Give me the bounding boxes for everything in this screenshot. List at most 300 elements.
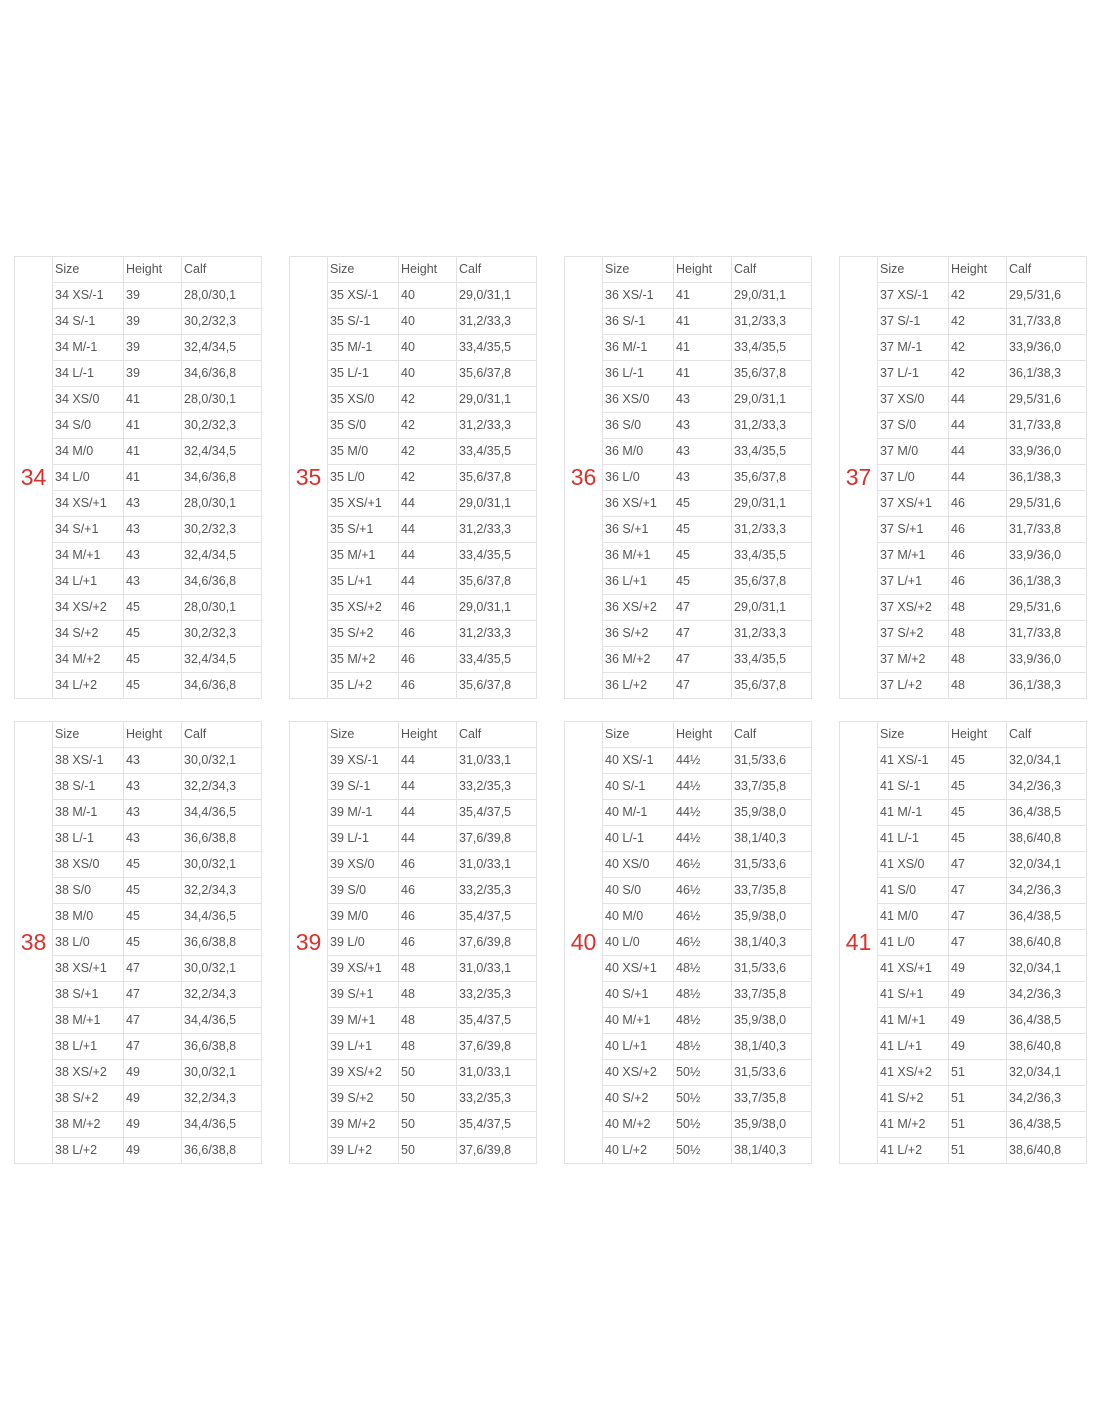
table-row [565,956,812,982]
calf-cell: 36,1/38,3 [1007,569,1087,595]
calf-cell: 31,7/33,8 [1007,413,1087,439]
size-cell: 37 S/+2 [878,621,949,647]
table-row [15,930,262,956]
calf-cell: 28,0/30,1 [182,283,262,309]
height-cell: 45 [124,852,182,878]
table-row [290,1008,537,1034]
group-label: 38 [15,722,53,1164]
height-cell: 40 [399,309,457,335]
table-row [290,335,537,361]
calf-cell: 37,6/39,8 [457,1034,537,1060]
group-label: 37 [840,257,878,699]
table-row [565,1086,812,1112]
table-row [15,878,262,904]
calf-cell: 31,0/33,1 [457,748,537,774]
table-row [15,647,262,673]
table-row [565,904,812,930]
height-cell: 41 [124,439,182,465]
size-cell: 34 L/+1 [53,569,124,595]
size-cell: 35 L/0 [328,465,399,491]
calf-cell: 34,2/36,3 [1007,1086,1087,1112]
calf-cell: 29,0/31,1 [457,283,537,309]
calf-cell: 29,0/31,1 [732,491,812,517]
height-cell: 43 [674,439,732,465]
header-calf: Calf [182,722,262,748]
table-row [565,517,812,543]
height-cell: 51 [949,1138,1007,1164]
height-cell: 50½ [674,1138,732,1164]
height-cell: 45 [124,621,182,647]
size-cell: 39 L/-1 [328,826,399,852]
height-cell: 46 [399,930,457,956]
table-row [290,595,537,621]
size-table-41 [839,721,1087,1164]
size-cell: 36 L/+1 [603,569,674,595]
calf-cell: 35,6/37,8 [732,465,812,491]
size-cell: 37 L/-1 [878,361,949,387]
table-row [840,1008,1087,1034]
header-calf: Calf [457,257,537,283]
table-row [840,1112,1087,1138]
height-cell: 42 [949,335,1007,361]
calf-cell: 30,2/32,3 [182,621,262,647]
calf-cell: 30,2/32,3 [182,413,262,439]
size-cell: 38 L/-1 [53,826,124,852]
height-cell: 44 [399,774,457,800]
calf-cell: 31,0/33,1 [457,1060,537,1086]
table-row [290,1138,537,1164]
size-cell: 36 L/0 [603,465,674,491]
size-cell: 39 L/0 [328,930,399,956]
size-cell: 40 M/+1 [603,1008,674,1034]
size-cell: 40 M/-1 [603,800,674,826]
height-cell: 50 [399,1112,457,1138]
calf-cell: 34,2/36,3 [1007,774,1087,800]
calf-cell: 35,6/37,8 [732,361,812,387]
calf-cell: 29,0/31,1 [732,387,812,413]
size-cell: 37 M/-1 [878,335,949,361]
table-row [15,1060,262,1086]
header-row [840,257,1087,283]
calf-cell: 29,0/31,1 [457,491,537,517]
table-row [565,569,812,595]
height-cell: 47 [949,904,1007,930]
header-calf: Calf [1007,257,1087,283]
table-row [290,387,537,413]
calf-cell: 35,9/38,0 [732,1112,812,1138]
size-cell: 37 M/+1 [878,543,949,569]
size-cell: 38 M/0 [53,904,124,930]
size-cell: 41 XS/+1 [878,956,949,982]
size-cell: 34 L/+2 [53,673,124,699]
calf-cell: 31,7/33,8 [1007,621,1087,647]
calf-cell: 31,2/33,3 [732,413,812,439]
table-row [15,283,262,309]
height-cell: 45 [124,904,182,930]
height-cell: 49 [124,1060,182,1086]
calf-cell: 37,6/39,8 [457,930,537,956]
calf-cell: 31,2/33,3 [457,413,537,439]
table-row [290,439,537,465]
size-cell: 35 S/+1 [328,517,399,543]
calf-cell: 32,0/34,1 [1007,956,1087,982]
table-row [565,465,812,491]
calf-cell: 37,6/39,8 [457,826,537,852]
height-cell: 43 [124,748,182,774]
calf-cell: 35,4/37,5 [457,1112,537,1138]
size-cell: 34 XS/0 [53,387,124,413]
table-row [290,852,537,878]
size-cell: 35 S/0 [328,413,399,439]
size-cell: 40 S/+1 [603,982,674,1008]
size-cell: 39 M/+1 [328,1008,399,1034]
table-row [290,826,537,852]
size-cell: 37 L/+2 [878,673,949,699]
height-cell: 45 [124,930,182,956]
calf-cell: 30,0/32,1 [182,1060,262,1086]
size-cell: 37 M/0 [878,439,949,465]
height-cell: 46 [399,621,457,647]
height-cell: 45 [674,517,732,543]
size-cell: 36 L/-1 [603,361,674,387]
height-cell: 44 [399,543,457,569]
height-cell: 45 [949,748,1007,774]
height-cell: 42 [399,439,457,465]
height-cell: 45 [124,878,182,904]
height-cell: 45 [949,774,1007,800]
height-cell: 48 [399,1008,457,1034]
header-height: Height [674,257,732,283]
height-cell: 48 [949,621,1007,647]
height-cell: 49 [124,1112,182,1138]
calf-cell: 32,4/34,5 [182,647,262,673]
header-height: Height [124,257,182,283]
size-cell: 35 S/-1 [328,309,399,335]
calf-cell: 31,5/33,6 [732,748,812,774]
size-table-38 [14,721,262,1164]
calf-cell: 34,6/36,8 [182,465,262,491]
table-row [840,1034,1087,1060]
height-cell: 45 [124,673,182,699]
calf-cell: 35,4/37,5 [457,1008,537,1034]
size-cell: 36 M/+1 [603,543,674,569]
size-cell: 35 L/+1 [328,569,399,595]
calf-cell: 34,4/36,5 [182,1008,262,1034]
height-cell: 44 [949,387,1007,413]
calf-cell: 32,4/34,5 [182,335,262,361]
calf-cell: 33,2/35,3 [457,774,537,800]
size-cell: 40 L/+2 [603,1138,674,1164]
size-cell: 41 XS/-1 [878,748,949,774]
height-cell: 44 [949,413,1007,439]
size-cell: 39 M/+2 [328,1112,399,1138]
height-cell: 49 [124,1138,182,1164]
table-row [840,569,1087,595]
height-cell: 42 [949,309,1007,335]
size-cell: 41 XS/0 [878,852,949,878]
size-cell: 40 L/-1 [603,826,674,852]
calf-cell: 34,2/36,3 [1007,878,1087,904]
table-row [840,335,1087,361]
height-cell: 48 [949,647,1007,673]
table-row [565,413,812,439]
height-cell: 46½ [674,878,732,904]
size-cell: 38 L/+2 [53,1138,124,1164]
size-cell: 41 M/+2 [878,1112,949,1138]
size-table-36 [564,256,812,699]
size-cell: 41 L/+2 [878,1138,949,1164]
table-row [15,543,262,569]
height-cell: 50 [399,1086,457,1112]
size-table-35 [289,256,537,699]
height-cell: 44½ [674,748,732,774]
table-row [840,361,1087,387]
size-cell: 38 S/+1 [53,982,124,1008]
table-row [565,491,812,517]
calf-cell: 33,4/35,5 [457,335,537,361]
size-cell: 40 S/0 [603,878,674,904]
calf-cell: 30,0/32,1 [182,852,262,878]
table-row [15,621,262,647]
height-cell: 49 [949,1008,1007,1034]
height-cell: 45 [949,800,1007,826]
height-cell: 46 [949,491,1007,517]
header-calf: Calf [1007,722,1087,748]
height-cell: 47 [674,647,732,673]
size-cell: 39 M/-1 [328,800,399,826]
table-row [565,1060,812,1086]
size-cell: 34 S/-1 [53,309,124,335]
size-cell: 38 M/+2 [53,1112,124,1138]
calf-cell: 31,7/33,8 [1007,517,1087,543]
header-height: Height [949,722,1007,748]
size-cell: 37 XS/+2 [878,595,949,621]
calf-cell: 32,2/34,3 [182,982,262,1008]
height-cell: 50½ [674,1112,732,1138]
height-cell: 48½ [674,1034,732,1060]
table-row [15,335,262,361]
group-label: 39 [290,722,328,1164]
table-row [15,361,262,387]
calf-cell: 34,6/36,8 [182,361,262,387]
height-cell: 45 [674,569,732,595]
height-cell: 46½ [674,930,732,956]
table-row [565,387,812,413]
size-cell: 37 L/0 [878,465,949,491]
size-cell: 39 XS/+2 [328,1060,399,1086]
height-cell: 49 [949,1034,1007,1060]
size-cell: 35 XS/+2 [328,595,399,621]
height-cell: 42 [399,465,457,491]
calf-cell: 35,6/37,8 [732,569,812,595]
calf-cell: 35,6/37,8 [457,361,537,387]
size-cell: 35 L/+2 [328,673,399,699]
size-cell: 38 S/+2 [53,1086,124,1112]
header-row [290,722,537,748]
size-table-39 [289,721,537,1164]
table-row [840,673,1087,699]
table-row [840,491,1087,517]
table-row [565,1112,812,1138]
height-cell: 46 [949,569,1007,595]
height-cell: 44 [399,517,457,543]
size-cell: 34 XS/+1 [53,491,124,517]
height-cell: 44 [949,465,1007,491]
header-calf: Calf [732,257,812,283]
height-cell: 46 [949,517,1007,543]
header-row [565,257,812,283]
size-table-40 [564,721,812,1164]
table-row [565,852,812,878]
height-cell: 40 [399,361,457,387]
table-row [15,465,262,491]
calf-cell: 36,6/38,8 [182,930,262,956]
height-cell: 41 [674,335,732,361]
size-cell: 40 L/0 [603,930,674,956]
table-row [565,1034,812,1060]
table-row [15,1112,262,1138]
height-cell: 51 [949,1086,1007,1112]
table-row [290,569,537,595]
size-cell: 37 S/-1 [878,309,949,335]
header-row [15,257,262,283]
table-row [290,904,537,930]
table-row [840,878,1087,904]
calf-cell: 31,5/33,6 [732,956,812,982]
table-row [840,904,1087,930]
height-cell: 46 [399,904,457,930]
height-cell: 43 [124,774,182,800]
calf-cell: 33,4/35,5 [457,543,537,569]
table-row [290,673,537,699]
table-row [15,569,262,595]
header-height: Height [674,722,732,748]
height-cell: 43 [674,387,732,413]
calf-cell: 31,2/33,3 [457,621,537,647]
height-cell: 43 [674,413,732,439]
size-cell: 39 S/+2 [328,1086,399,1112]
height-cell: 48½ [674,982,732,1008]
height-cell: 41 [124,465,182,491]
height-cell: 46 [399,878,457,904]
size-cell: 41 XS/+2 [878,1060,949,1086]
height-cell: 49 [949,982,1007,1008]
size-cell: 39 L/+1 [328,1034,399,1060]
calf-cell: 35,6/37,8 [457,673,537,699]
size-cell: 39 M/0 [328,904,399,930]
calf-cell: 38,6/40,8 [1007,1034,1087,1060]
calf-cell: 36,6/38,8 [182,826,262,852]
height-cell: 50 [399,1060,457,1086]
height-cell: 43 [124,569,182,595]
calf-cell: 35,4/37,5 [457,904,537,930]
table-row [565,800,812,826]
calf-cell: 33,4/35,5 [732,647,812,673]
table-row [565,335,812,361]
calf-cell: 34,4/36,5 [182,800,262,826]
height-cell: 43 [124,491,182,517]
height-cell: 43 [124,800,182,826]
size-cell: 38 M/+1 [53,1008,124,1034]
table-row [290,1112,537,1138]
group-label: 36 [565,257,603,699]
height-cell: 47 [949,878,1007,904]
height-cell: 44½ [674,800,732,826]
table-row [15,673,262,699]
size-cell: 36 XS/+1 [603,491,674,517]
table-row [290,283,537,309]
calf-cell: 31,0/33,1 [457,852,537,878]
size-cell: 40 S/+2 [603,1086,674,1112]
height-cell: 40 [399,335,457,361]
table-row [565,826,812,852]
table-row [290,930,537,956]
calf-cell: 36,4/38,5 [1007,1008,1087,1034]
table-row [15,852,262,878]
size-cell: 41 S/+1 [878,982,949,1008]
table-row [15,413,262,439]
header-row [15,722,262,748]
height-cell: 46 [399,595,457,621]
calf-cell: 33,4/35,5 [457,647,537,673]
height-cell: 50½ [674,1060,732,1086]
calf-cell: 35,6/37,8 [457,569,537,595]
table-row [290,413,537,439]
table-row [290,1034,537,1060]
table-row [840,852,1087,878]
calf-cell: 33,7/35,8 [732,878,812,904]
height-cell: 46½ [674,904,732,930]
calf-cell: 38,6/40,8 [1007,826,1087,852]
height-cell: 40 [399,283,457,309]
height-cell: 45 [124,595,182,621]
size-cell: 39 L/+2 [328,1138,399,1164]
calf-cell: 33,2/35,3 [457,982,537,1008]
height-cell: 48 [399,982,457,1008]
calf-cell: 30,0/32,1 [182,748,262,774]
height-cell: 45 [674,491,732,517]
table-row [290,361,537,387]
header-row [565,722,812,748]
calf-cell: 28,0/30,1 [182,491,262,517]
table-row [15,956,262,982]
calf-cell: 30,2/32,3 [182,517,262,543]
table-row [15,309,262,335]
size-cell: 39 S/+1 [328,982,399,1008]
calf-cell: 29,5/31,6 [1007,595,1087,621]
calf-cell: 38,1/40,3 [732,1034,812,1060]
height-cell: 44 [399,826,457,852]
calf-cell: 37,6/39,8 [457,1138,537,1164]
calf-cell: 32,4/34,5 [182,439,262,465]
size-cell: 34 M/+1 [53,543,124,569]
table-row [840,517,1087,543]
calf-cell: 33,4/35,5 [732,439,812,465]
table-row [15,748,262,774]
size-cell: 35 M/+1 [328,543,399,569]
table-row [565,1008,812,1034]
height-cell: 41 [674,361,732,387]
calf-cell: 35,6/37,8 [457,465,537,491]
calf-cell: 38,6/40,8 [1007,1138,1087,1164]
size-cell: 34 M/-1 [53,335,124,361]
table-row [840,774,1087,800]
table-row [290,748,537,774]
header-height: Height [399,722,457,748]
size-cell: 37 XS/0 [878,387,949,413]
size-cell: 37 L/+1 [878,569,949,595]
size-cell: 40 S/-1 [603,774,674,800]
